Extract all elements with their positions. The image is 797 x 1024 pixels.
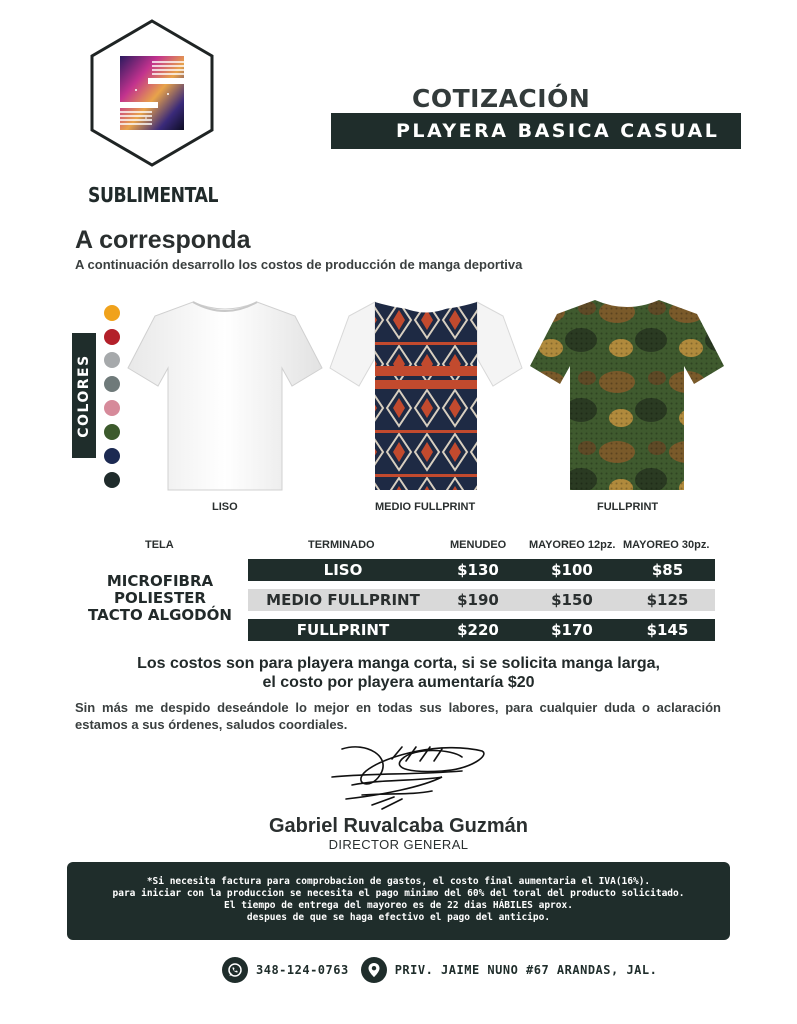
terms-line: para iniciar con la produccion se necesita el pago minimo del 60% del toral del producto solicitado. xyxy=(112,888,685,899)
phone-number[interactable]: 348-124-0763 xyxy=(256,963,349,977)
header-finish: TERMINADO xyxy=(308,539,375,551)
finish-cell: FULLPRINT xyxy=(296,621,390,639)
retail-price: $220 xyxy=(457,621,499,639)
hexagon-s-galaxy-logo xyxy=(88,18,216,168)
wholesale30-price: $125 xyxy=(646,591,689,609)
price-row-fullprint xyxy=(248,619,715,641)
contact-bar xyxy=(222,957,657,983)
wholesale30-price: $145 xyxy=(646,621,689,639)
color-swatch xyxy=(104,376,120,392)
header-wholesale-30: MAYOREO 30pz. xyxy=(623,539,710,551)
fabric-line: TACTO ALGODÓN xyxy=(88,606,232,624)
plain-white-shirt-image xyxy=(127,298,323,493)
color-swatch xyxy=(104,472,120,488)
location-pin-icon xyxy=(361,957,387,983)
retail-price: $190 xyxy=(457,591,499,609)
address-text: PRIV. JAIME NUNO #67 ARANDAS, JAL. xyxy=(394,963,658,977)
price-row-medio-fullprint xyxy=(248,589,715,611)
color-swatch xyxy=(104,424,120,440)
subtitle-bar xyxy=(331,113,741,149)
fabric-description xyxy=(75,573,245,624)
colors-label: COLORES xyxy=(76,353,92,438)
header-wholesale-12: MAYOREO 12pz. xyxy=(529,539,616,551)
color-swatch xyxy=(104,352,120,368)
terms-line: El tiempo de entrega del mayoreo es de 22 dias HÁBILES aprox. xyxy=(224,900,573,911)
whatsapp-icon[interactable] xyxy=(222,957,248,983)
fabric-line: POLIESTER xyxy=(114,589,206,607)
terms-line: despues de que se haga efectivo el pago del anticipo. xyxy=(246,912,551,923)
color-swatch xyxy=(104,329,120,345)
finish-cell: MEDIO FULLPRINT xyxy=(266,591,420,609)
finish-cell: LISO xyxy=(323,561,363,579)
wholesale12-price: $150 xyxy=(551,591,593,609)
handwritten-signature xyxy=(322,735,492,815)
wholesale12-price: $100 xyxy=(551,561,593,579)
intro-text: A continuación desarrollo los costos de producción de manga deportiva xyxy=(75,257,523,272)
page-subtitle: PLAYERA BASICA CASUAL xyxy=(396,120,720,142)
price-row-liso xyxy=(248,559,715,581)
farewell-text: Sin más me despido deseándole lo mejor en todas sus labores, para cualquier duda o aclaración estamos a sus órdenes, saludos coordiales. xyxy=(75,700,721,732)
color-swatch xyxy=(104,400,120,416)
colors-tab xyxy=(72,333,96,458)
terms-box xyxy=(67,862,730,940)
terms-line: *Si necesita factura para comprobacion de gastos, el costo final aumentaria el IVA(16%). xyxy=(146,876,651,887)
signer-role: DIRECTOR GENERAL xyxy=(328,837,469,852)
page-title: COTIZACIÓN xyxy=(412,84,591,113)
color-swatch xyxy=(104,305,120,321)
long-sleeve-note xyxy=(80,654,717,692)
brand-logo xyxy=(88,18,216,168)
note-line: Los costos son para playera manga corta, si se solicita manga larga, xyxy=(137,655,660,672)
retail-price: $130 xyxy=(457,561,499,579)
header-retail: MENUDEO xyxy=(450,539,507,551)
note-line: el costo por playera aumentaría $20 xyxy=(262,674,535,691)
tribal-print-shirt-image xyxy=(329,298,523,493)
greeting: A corresponda xyxy=(75,226,251,254)
wholesale12-price: $170 xyxy=(551,621,593,639)
shirt-label-liso: LISO xyxy=(212,501,238,513)
fabric-line: MICROFIBRA xyxy=(106,572,214,590)
signer-name: Gabriel Ruvalcaba Guzmán xyxy=(269,815,528,837)
color-swatch xyxy=(104,448,120,464)
brand-name: SUBLIMENTAL xyxy=(88,183,219,207)
shirt-label-fullprint: FULLPRINT xyxy=(597,501,659,513)
camo-print-shirt-image xyxy=(529,296,725,493)
wholesale30-price: $85 xyxy=(651,561,684,579)
header-fabric: TELA xyxy=(145,539,174,551)
shirt-label-medio-fullprint: MEDIO FULLPRINT xyxy=(375,501,476,513)
